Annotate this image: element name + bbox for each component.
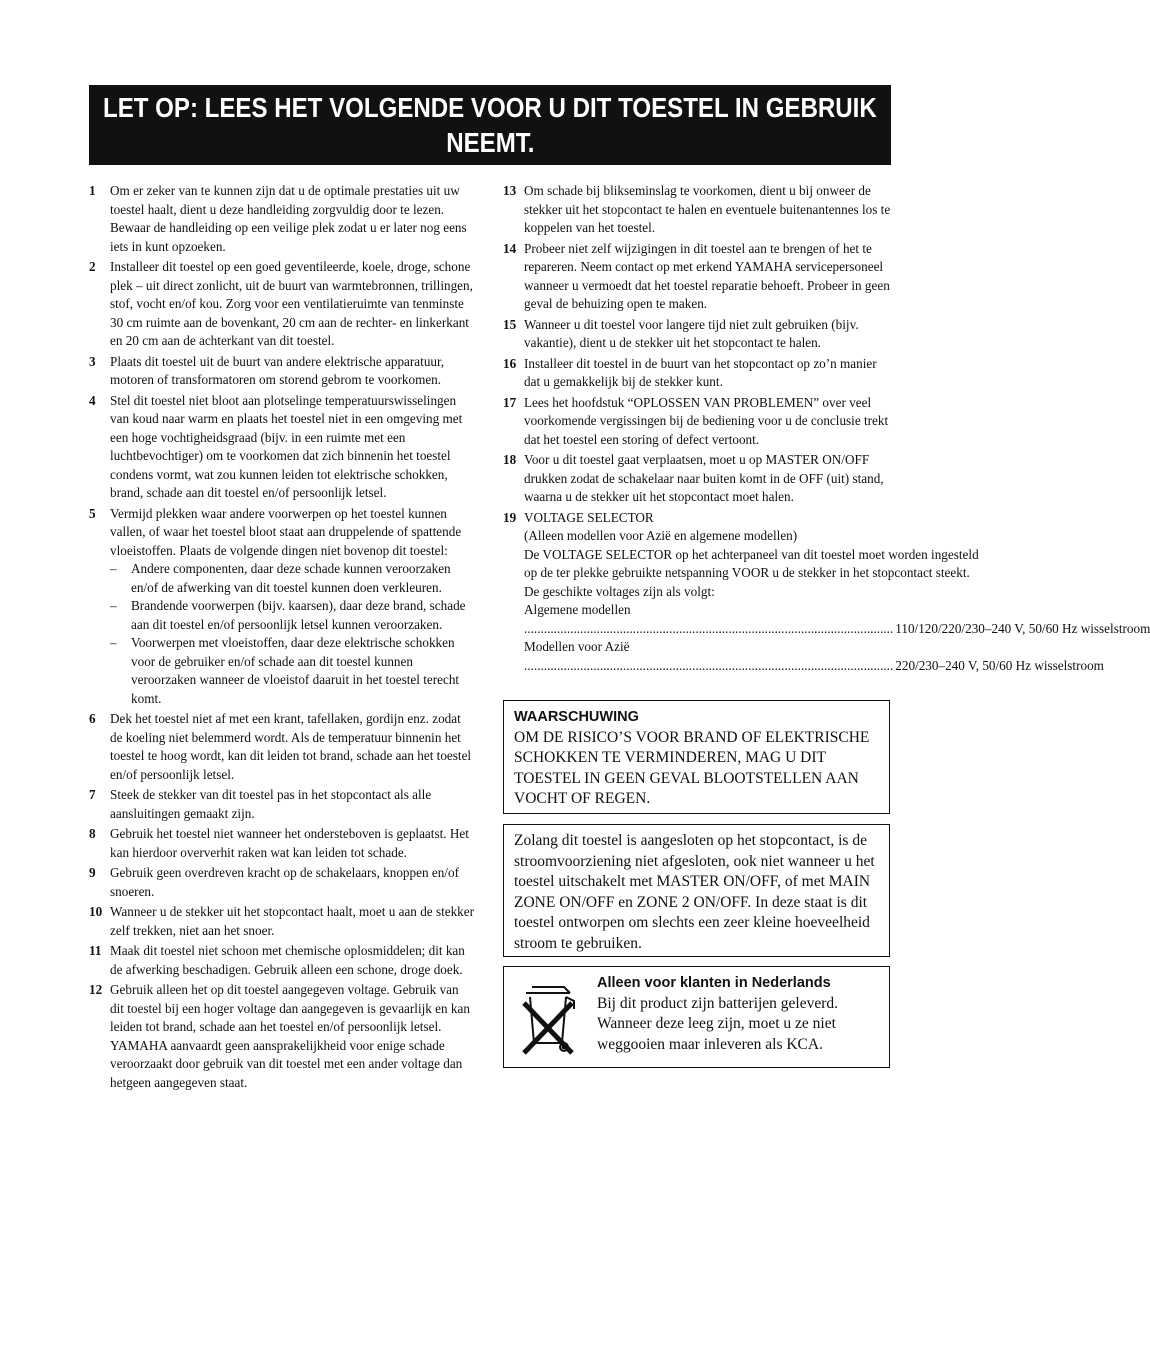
dash-bullet: –	[110, 598, 117, 613]
item-number: 16	[503, 355, 517, 371]
voltage-selector-instruction: De VOLTAGE SELECTOR op het achterpaneel van dit toestel moet worden ingesteld op de ter plekke gebruikte netspanning VOOR u de stekker in het stopcontact steekt.	[524, 546, 979, 580]
item-number: 13	[503, 183, 517, 198]
list-item	[89, 182, 475, 256]
leader-dots	[524, 620, 893, 639]
item-text: Lees het hoofdstuk “OPLOSSEN VAN PROBLEMEN” over veel voorkomende vergissingen bij de bediening voor u de conclusie trekt dat het toestel een storing of defect vertoont.	[524, 394, 889, 447]
right-column	[503, 182, 1150, 677]
page-title-line-2: NEEMT.	[445, 127, 535, 158]
item-text: Wanneer u de stekker uit het stopcontact haalt, moet u aan de stekker zelf trekken, niet aan het snoer.	[110, 904, 475, 938]
item-text: Om schade bij blikseminslag te voorkomen, dient u bij onweer de stekker uit het stopcontact te halen en eventuele buitenantennes los te koppelen van het toestel.	[524, 183, 891, 235]
item-text: Stel dit toestel niet bloot aan plotselinge temperatuurswisselingen van koud naar warm en plaats het toestel niet in een omgeving met een hoge vochtigheidsgraad (bijv. in een ruimte met een luchtbevochtiger) om te voorkomen dat zich binnenin het toestel condens vormt, wat zou kunnen leiden tot elektrische schokken, brand, schade aan dit toestel en/of persoonlijk letsel.	[110, 392, 463, 500]
item-number: 6	[89, 711, 96, 726]
item-text: Steek de stekker van dit toestel pas in het stopcontact als alle aansluitingen gemaakt zijn.	[110, 787, 432, 821]
list-item	[89, 258, 475, 351]
dash-bullet: –	[110, 635, 117, 650]
standby-notice-text: Zolang dit toestel is aangesloten op het stopcontact, is de stroomvoorziening niet afgesloten, ook niet wanneer u het toestel uitschakelt met MASTER ON/OFF, of met MAIN ZONE ON/OFF en ZONE 2 ON/OFF. In deze staat is dit toestel ontworpen om slechts een zeer kleine hoeveelheid stroom te gebruiken.	[514, 832, 875, 952]
item-text: Installeer dit toestel in de buurt van het stopcontact op zo’n manier dat u gemakkelijk bij de stekker kunt.	[524, 355, 877, 389]
asia-models-label: Modellen voor Azië	[524, 639, 630, 654]
list-item	[89, 981, 475, 1092]
list-item	[89, 864, 475, 901]
warning-box	[503, 700, 890, 814]
item-text: Probeer niet zelf wijzigingen in dit toestel aan te brengen of het te repareren. Neem contact op met erkend YAMAHA servicepersoneel wanneer u vermoedt dat het toestel reparatie behoeft. Probeer in geen geval de behuizing open te maken.	[524, 240, 890, 311]
list-item	[503, 316, 892, 353]
item-number: 18	[503, 452, 517, 467]
general-models-label: Algemene modellen	[524, 602, 631, 617]
warning-heading: WAARSCHUWING	[514, 709, 639, 725]
list-item	[89, 505, 475, 709]
voltage-selector-item	[503, 509, 1150, 676]
list-item	[503, 240, 892, 314]
battery-notice-text: Bij dit product zijn batterijen geleverd. Wanneer deze leeg zijn, moet u ze niet weggooien maar inleveren als KCA.	[597, 994, 839, 1053]
item-text: Om er zeker van te kunnen zijn dat u de optimale prestaties uit uw toestel haalt, dient u deze handleiding zorgvuldig door te lezen. Bewaar de handleiding op een veilige plek zodat u er later nog eens iets in kunt opzoeken.	[110, 183, 467, 254]
item-number: 7	[89, 787, 96, 802]
sub-item-text: Andere componenten, daar deze schade kunnen veroorzaken en/of de afwerking van dit toestel kunnen doen verkleuren.	[131, 561, 451, 595]
item-text: Voor u dit toestel gaat verplaatsen, moet u op MASTER ON/OFF drukken zodat de schakelaar naar buiten komt in de OFF (uit) stand, waarna u de stekker uit het stopcontact moet halen.	[524, 452, 884, 504]
voltage-selector-heading: VOLTAGE SELECTOR	[524, 509, 654, 525]
sub-item-text: Brandende voorwerpen (bijv. kaarsen), daar deze brand, schade aan dit toestel en/of persoonlijk letsel kunnen veroorzaken.	[131, 598, 466, 632]
asia-models-voltage-row	[524, 657, 1104, 676]
list-item	[89, 392, 475, 503]
list-item	[503, 355, 892, 392]
asia-models-voltage: 220/230–240 V, 50/60 Hz wisselstroom	[895, 657, 1104, 673]
warning-text: OM DE RISICO’S VOOR BRAND OF ELEKTRISCHE SCHOKKEN TE VERMINDEREN, MAG U DIT TOESTEL IN GEEN GEVAL BLOOTSTELLEN AAN VOCHT OF REGEN.	[514, 728, 870, 807]
list-item	[89, 786, 475, 823]
list-item	[89, 353, 475, 390]
leader-dots	[524, 657, 893, 676]
list-item	[503, 182, 892, 238]
item-text: Installeer dit toestel op een goed geventileerde, koele, droge, schone plek – uit direct zonlicht, uit de buurt van warmtebronnen, trillingen, stof, vocht en/of kou. Zorg voor een ventilatieruimte van tenminste 30 cm ruimte aan de bovenkant, 20 cm aan de rechter- en linkerkant en 20 cm aan de achterkant van dit toestel.	[110, 259, 473, 348]
item-number: 4	[89, 392, 96, 408]
item-number: 1	[89, 183, 96, 198]
voltage-selector-intro: De geschikte voltages zijn als volgt:	[524, 583, 715, 599]
item-number: 3	[89, 353, 96, 369]
item-text: Gebruik alleen het op dit toestel aangegeven voltage. Gebruik van dit toestel bij een hoger voltage dan aangegeven is gevaarlijk en kan leiden tot brand, schade aan het toestel en/of persoonlijk letsel. YAMAHA aanvaardt geen aansprakelijkheid voor enige schade veroorzaakt door gebruik van dit toestel met een ander voltage dan hetgeen aangegeven staat.	[110, 982, 470, 1090]
item-number: 11	[89, 943, 102, 958]
item-text: Dek het toestel niet af met een krant, tafellaken, gordijn enz. zodat de koeling niet belemmerd wordt. Als de temperatuur binnenin het toestel te hoog wordt, kan dit leiden tot brand, schade aan het toestel en/of persoonlijk letsel.	[110, 711, 472, 782]
general-models-voltage-row	[524, 620, 1150, 639]
item-text: Gebruik het toestel niet wanneer het ondersteboven is geplaatst. Het kan hierdoor oververhit raken wat kan leiden tot schade.	[110, 826, 469, 860]
list-item	[89, 942, 475, 979]
item-text: Wanneer u dit toestel voor langere tijd niet zult gebruiken (bijv. vakantie), dient u de stekker uit het stopcontact te halen.	[524, 316, 859, 350]
item-number: 2	[89, 259, 96, 274]
voltage-selector-models: (Alleen modellen voor Azië en algemene modellen)	[524, 528, 798, 543]
page-title-line-1: LET OP: LEES HET VOLGENDE VOOR U DIT TOESTEL IN GEBRUIK	[103, 92, 877, 123]
crossed-out-wheelie-bin-icon	[518, 979, 578, 1059]
list-item	[89, 825, 475, 862]
item-number: 17	[503, 394, 517, 410]
item-number: 19	[503, 509, 517, 525]
item-text: Vermijd plekken waar andere voorwerpen op het toestel kunnen vallen, of waar het toestel bloot staat aan druppelende of spattende vloeistoffen. Plaats de volgende dingen niet bovenop dit toestel:	[110, 505, 462, 558]
battery-notice-box	[503, 966, 890, 1068]
item-number: 15	[503, 316, 517, 332]
item-number: 12	[89, 982, 103, 997]
battery-notice-heading: Alleen voor klanten in Nederlands	[597, 975, 831, 991]
left-column	[89, 182, 475, 1094]
item-number: 5	[89, 505, 96, 521]
item-text: Plaats dit toestel uit de buurt van andere elektrische apparatuur, motoren of transformatoren om storend gebrom te voorkomen.	[110, 353, 445, 387]
sub-item	[110, 597, 475, 634]
item-number: 9	[89, 865, 96, 880]
standby-notice-box	[503, 824, 890, 957]
list-item	[503, 394, 892, 450]
item-number: 8	[89, 826, 96, 841]
dash-bullet: –	[110, 561, 117, 576]
item-number: 14	[503, 240, 517, 256]
item-text: Gebruik geen overdreven kracht op de schakelaars, knoppen en/of snoeren.	[110, 865, 459, 899]
item-number: 10	[89, 904, 103, 919]
page-title-banner	[89, 85, 891, 165]
general-models-voltage: 110/120/220/230–240 V, 50/60 Hz wisselstroom	[895, 620, 1150, 636]
sub-item	[110, 560, 475, 597]
list-item	[89, 903, 475, 940]
list-item	[503, 451, 892, 507]
item-text: Maak dit toestel niet schoon met chemische oplosmiddelen; dit kan de afwerking beschadigen. Gebruik alleen een schone, droge doek.	[110, 943, 465, 977]
list-item	[89, 710, 475, 784]
sub-item-text: Voorwerpen met vloeistoffen, daar deze elektrische schokken voor de gebruiker en/of schade aan dit toestel kunnen veroorzaken wanneer de vloeistof daaruit in het toestel terecht komt.	[131, 635, 460, 706]
sub-item	[110, 634, 475, 708]
